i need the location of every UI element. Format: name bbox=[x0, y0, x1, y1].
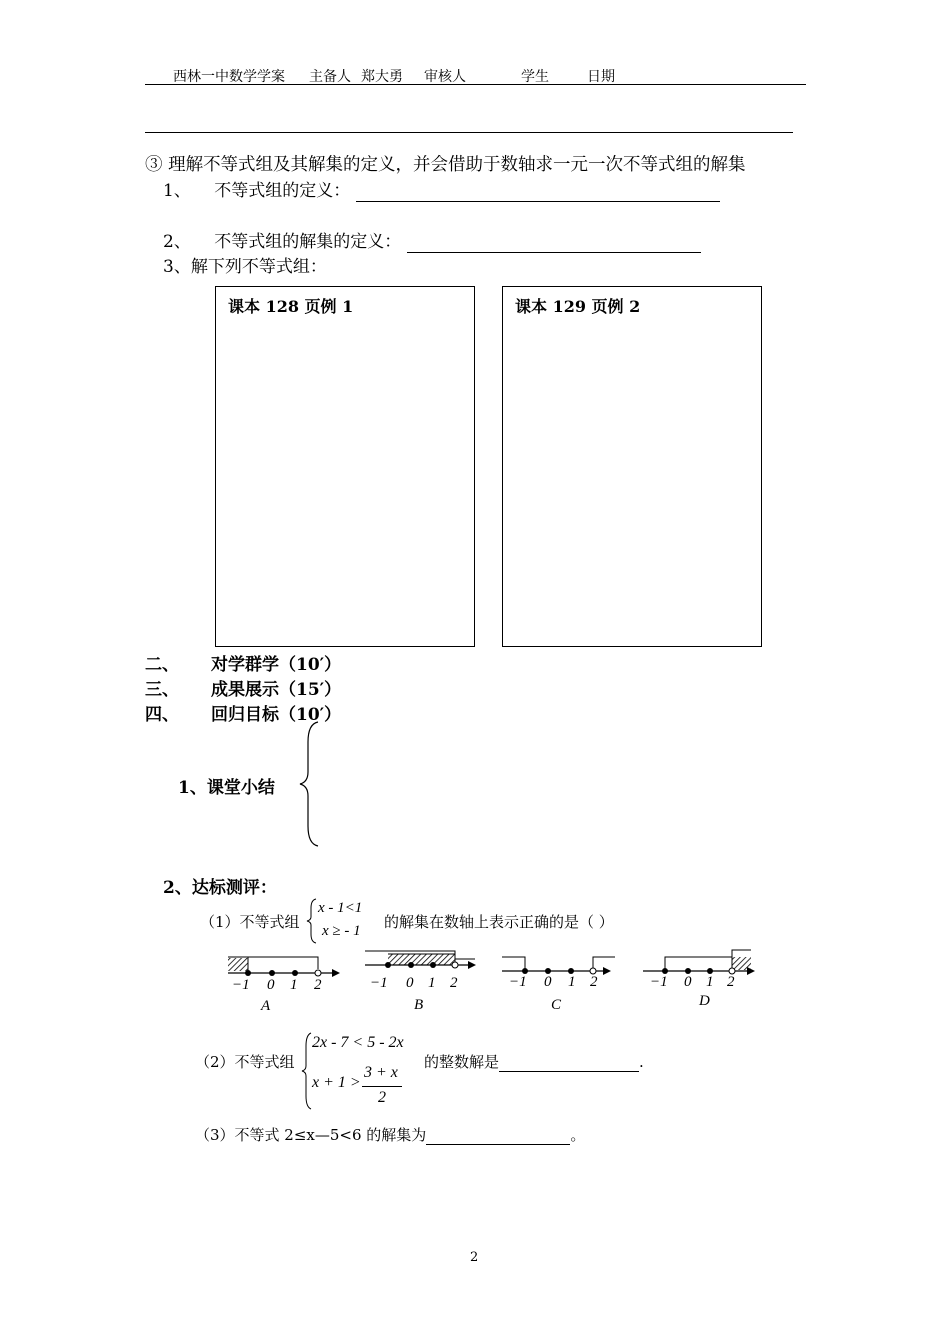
section-3-title: 成果展示（15′） bbox=[211, 680, 342, 700]
problem-1-prefix: （1）不等式组 bbox=[200, 913, 300, 931]
question-2-text: 不等式组的解集的定义： bbox=[214, 232, 402, 252]
option-b-letter: B bbox=[414, 997, 424, 1013]
question-1 bbox=[163, 176, 720, 202]
number-line-option-b[interactable] bbox=[365, 951, 476, 969]
question-3-text: 3、解下列不等式组： bbox=[163, 257, 327, 277]
header-preparer-name: 郑大勇 bbox=[361, 69, 403, 85]
problem-2-fraction-bar bbox=[362, 1086, 402, 1087]
problem-1-suffix: 的解集在数轴上表示正确的是（ ） bbox=[384, 913, 614, 931]
option-d-tick-1: 1 bbox=[706, 974, 714, 990]
option-a-tick-1: 1 bbox=[290, 977, 298, 993]
problem-1-brace bbox=[305, 898, 319, 944]
section-2-title: 对学群学（10′） bbox=[211, 655, 342, 675]
problem-3 bbox=[195, 1124, 585, 1145]
section-4-number: 四、 bbox=[145, 705, 179, 725]
number-line-option-a[interactable] bbox=[228, 957, 340, 977]
problem-2-inequality-2-left: x + 1 > bbox=[312, 1074, 361, 1091]
example-2-answer-box[interactable] bbox=[502, 286, 762, 647]
problem-1-inequality-1: x - 1<1 bbox=[318, 900, 363, 916]
option-c-letter: C bbox=[551, 997, 562, 1013]
problem-2-fraction-numerator: 3 + x bbox=[364, 1064, 398, 1081]
header-date-label: 日期 bbox=[587, 69, 615, 85]
problem-3-text: （3）不等式 2≤x—5<6 的解集为 bbox=[195, 1126, 427, 1144]
option-a-tick-neg1: −1 bbox=[232, 977, 250, 993]
summary-brace bbox=[296, 720, 326, 848]
option-c-tick-1: 1 bbox=[568, 974, 576, 990]
problem-2-inequality-1: 2x - 7 < 5 - 2x bbox=[312, 1034, 404, 1051]
example-1-title: 课本 128 页例 1 bbox=[228, 297, 354, 316]
option-d-tick-neg1: −1 bbox=[650, 974, 668, 990]
problem-2-end: . bbox=[639, 1053, 644, 1071]
option-d-tick-2: 2 bbox=[727, 974, 735, 990]
option-c-tick-2: 2 bbox=[590, 974, 598, 990]
header-school-title: 西林一中数学学案 bbox=[173, 69, 285, 85]
number-line-option-c[interactable] bbox=[502, 957, 615, 975]
option-d-letter: D bbox=[699, 993, 710, 1009]
question-2-answer-blank[interactable] bbox=[407, 232, 701, 253]
header-rule bbox=[145, 84, 806, 85]
question-2 bbox=[163, 227, 701, 253]
option-a-tick-2: 2 bbox=[314, 977, 322, 993]
problem-2-suffix bbox=[424, 1051, 644, 1072]
header-preparer-label: 主备人 bbox=[309, 69, 351, 85]
example-1-answer-box[interactable] bbox=[215, 286, 475, 647]
question-2-number: 2、 bbox=[163, 232, 191, 252]
section-4-title: 回归目标（10′） bbox=[211, 705, 342, 725]
number-line-option-d[interactable] bbox=[643, 950, 755, 975]
problem-2-fraction-denominator: 2 bbox=[378, 1089, 386, 1106]
option-a-tick-0: 0 bbox=[267, 977, 275, 993]
option-d-tick-0: 0 bbox=[684, 974, 692, 990]
option-a-letter: A bbox=[261, 998, 271, 1014]
problem-3-end: 。 bbox=[570, 1126, 586, 1144]
option-b-tick-2: 2 bbox=[450, 975, 458, 991]
question-1-number: 1、 bbox=[163, 181, 191, 201]
test-heading: 2、达标测评： bbox=[163, 878, 277, 898]
problem-2-suffix-text: 的整数解是 bbox=[424, 1053, 500, 1071]
header-reviewer-label: 审核人 bbox=[424, 69, 466, 85]
option-c-tick-neg1: −1 bbox=[509, 974, 527, 990]
problem-3-answer-blank[interactable] bbox=[426, 1126, 570, 1145]
page-number: 2 bbox=[470, 1250, 479, 1265]
problem-1-inequality-2: x ≥ - 1 bbox=[322, 923, 361, 939]
option-c-tick-0: 0 bbox=[544, 974, 552, 990]
objective-text: ③ 理解不等式组及其解集的定义，并会借助于数轴求一元一次不等式组的解集 bbox=[145, 155, 746, 175]
problem-2-prefix: （2）不等式组 bbox=[195, 1053, 295, 1071]
summary-label: 1、课堂小结 bbox=[178, 778, 275, 798]
question-1-text: 不等式组的定义： bbox=[214, 181, 351, 201]
option-b-tick-1: 1 bbox=[428, 975, 436, 991]
option-b-tick-neg1: −1 bbox=[370, 975, 388, 991]
question-1-answer-blank[interactable] bbox=[356, 181, 720, 202]
separator-line bbox=[145, 132, 793, 133]
header-student-label: 学生 bbox=[521, 69, 549, 85]
option-b-tick-0: 0 bbox=[406, 975, 414, 991]
section-2-number: 二、 bbox=[145, 655, 179, 675]
section-3-number: 三、 bbox=[145, 680, 179, 700]
problem-2-answer-blank[interactable] bbox=[499, 1053, 639, 1072]
example-2-title: 课本 129 页例 2 bbox=[515, 297, 641, 316]
